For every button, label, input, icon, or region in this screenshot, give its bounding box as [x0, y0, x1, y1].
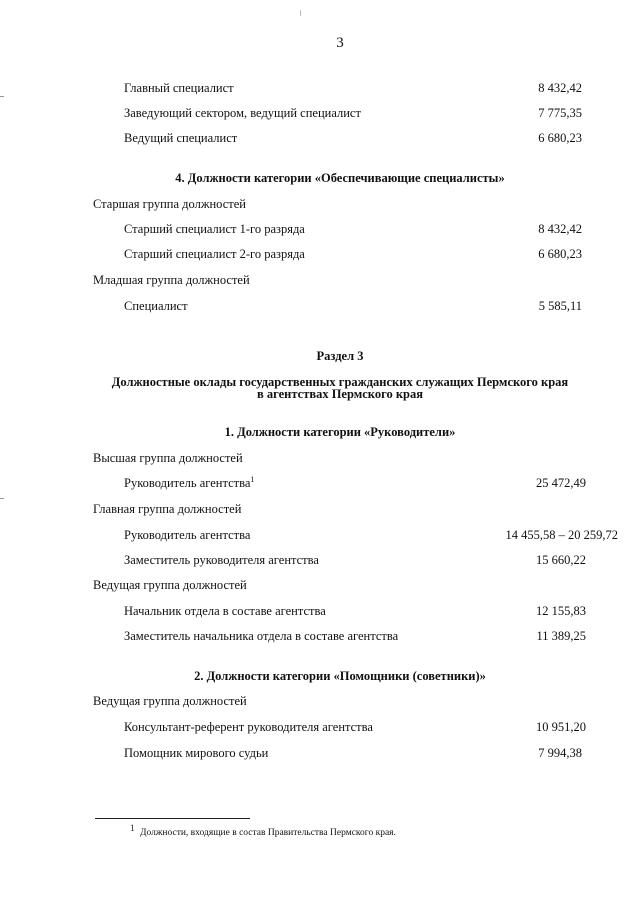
position-label: Руководитель агентства — [124, 528, 251, 542]
footnote-mark: 1 — [130, 823, 135, 833]
salary-value: 25 472,49 — [536, 476, 586, 490]
footnote-text: Должности, входящие в состав Правительства Пермского края. — [140, 828, 396, 838]
salary-value: 6 680,23 — [538, 131, 582, 145]
position-label: Помощник мирового судьи — [124, 746, 269, 760]
position-label: Начальник отдела в составе агентства — [124, 604, 326, 618]
position-label: Ведущий специалист — [124, 131, 238, 145]
group-label: Младшая группа должностей — [93, 273, 250, 287]
salary-value: 10 951,20 — [536, 720, 586, 734]
salary-value: 6 680,23 — [538, 247, 582, 261]
footnote-divider — [95, 818, 250, 819]
scan-edge-mark — [300, 10, 301, 16]
position-label: Заместитель руководителя агентства — [124, 553, 319, 567]
scan-edge-mark — [0, 498, 4, 499]
salary-value: 7 775,35 — [538, 106, 582, 120]
group-label: Ведущая группа должностей — [93, 694, 247, 708]
section-title: Раздел 3 — [316, 349, 364, 363]
section-subtitle: Должностные оклады государственных гражданских служащих Пермского края — [111, 375, 569, 389]
position-label: Старший специалист 2-го разряда — [124, 247, 305, 261]
position-label: Консультант-референт руководителя агентства — [124, 720, 373, 734]
scan-edge-mark — [0, 96, 4, 97]
position-label: Заведующий сектором, ведущий специалист — [124, 106, 361, 120]
salary-value: 8 432,42 — [538, 222, 582, 236]
group-label: Старшая группа должностей — [93, 197, 246, 211]
salary-value: 12 155,83 — [536, 604, 586, 618]
position-label: Заместитель начальника отдела в составе агентства — [124, 629, 399, 643]
position-label: Старший специалист 1-го разряда — [124, 222, 305, 236]
salary-value: 7 994,38 — [538, 746, 582, 760]
salary-value: 14 455,58 – 20 259,72 — [505, 528, 618, 542]
section-subtitle: в агентствах Пермского края — [256, 387, 424, 401]
group-label: Ведущая группа должностей — [93, 578, 247, 592]
category-heading: 2. Должности категории «Помощники (советники)» — [194, 669, 486, 683]
page-number: 3 — [336, 35, 344, 51]
footnote-ref: 1 — [250, 474, 255, 484]
salary-value: 11 389,25 — [536, 629, 586, 643]
salary-value: 8 432,42 — [538, 81, 582, 95]
position-label: Специалист — [124, 299, 188, 313]
category-heading: 4. Должности категории «Обеспечивающие специалисты» — [175, 171, 505, 185]
salary-value: 15 660,22 — [536, 553, 586, 567]
group-label: Главная группа должностей — [93, 502, 242, 516]
category-heading: 1. Должности категории «Руководители» — [224, 425, 456, 439]
salary-value: 5 585,11 — [538, 299, 582, 313]
position-label: Главный специалист — [124, 81, 234, 95]
position-label: Руководитель агентства$^1$ — [124, 474, 255, 490]
group-label: Высшая группа должностей — [93, 451, 243, 465]
